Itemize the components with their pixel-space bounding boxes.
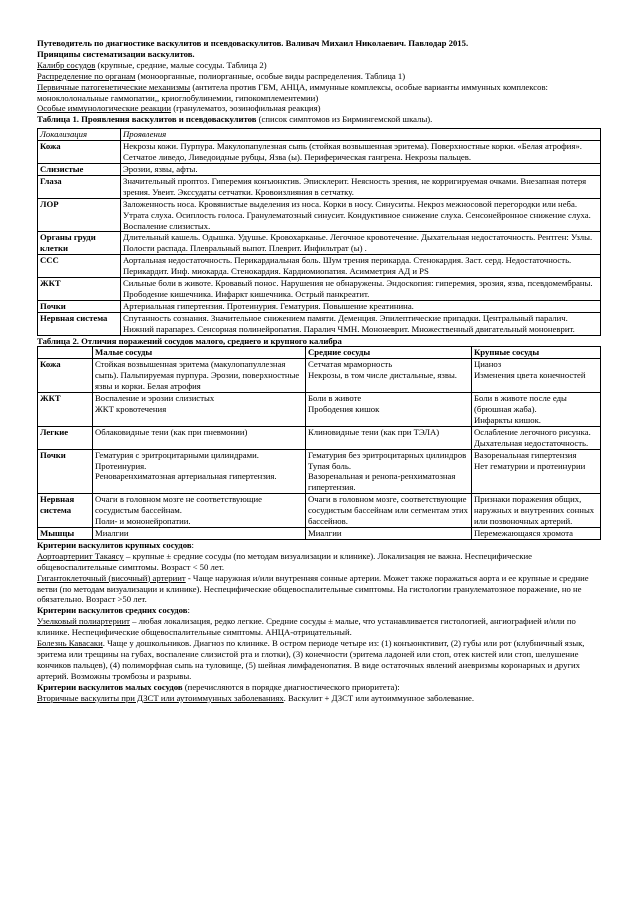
pathogenesis-line: Первичные патогенетические механизмы (антитела против ГБМ, АНЦА, иммунные комплексы, особые варианты иммунных комплексов: моноклолональные гаммопатии,, криоглобулинемии, гипокомплементемии) xyxy=(37,81,548,103)
row-organ: Легкие xyxy=(38,426,93,449)
medium-vessel-criteria-heading: Критерии васкулитов средних сосудов: xyxy=(37,605,190,616)
table-row xyxy=(38,449,601,494)
cell-large: Ослабление легочного рисунка. Дыхательная недостаточность. xyxy=(472,426,601,449)
principles-heading: Принципы систематизации васкулитов. xyxy=(37,48,195,59)
cell-large: Боли в животе после еды (брюшная жаба). Инфаркты кишок. xyxy=(472,393,601,427)
row-localization: Кожа xyxy=(38,141,121,164)
small-vessel-criteria-heading: Критерии васкулитов малых сосудов (перечисляются в порядке диагностического приоритета): xyxy=(37,681,400,692)
cell-medium: Миалгии xyxy=(306,527,472,539)
cell-small: Облаковидные тени (как при пневмонии) xyxy=(93,426,306,449)
column-header-small: Малые сосуды xyxy=(93,347,306,359)
table2-caption: Таблица 2. Отличия поражений сосудов малого, среднего и крупного калибра xyxy=(37,335,342,346)
cell-medium: Очаги в головном мозге, соответствующие сосудистым бассейнам или сегментам этих бассейнов. xyxy=(306,494,472,528)
row-manifestations: Эрозии, язвы, афты. xyxy=(121,163,601,175)
row-manifestations: Значительный проптоз. Гиперемия конъюнктив. Эписклерит. Неясность зрения, не корригируемая очками. Внезапная потеря зрения. Увеит. Экссудаты сетчатки. Кровоизлияния в сетчатку. xyxy=(121,175,601,198)
table1-caption: Таблица 1. Проявления васкулитов и псевдоваскулитов (список симптомов из Бирмингемской шкалы). xyxy=(37,114,433,125)
table-row xyxy=(38,141,601,164)
column-header-manifestations: Проявления xyxy=(121,129,601,141)
row-manifestations: Спутанность сознания. Значительное снижением памяти. Деменция. Эпилептические припадки. Центральный паралич. Нижний парапарез. Сенсорная полинейропатия. Паралич ЧМН. Мононеврит. Множественный двигательный мононеврит. xyxy=(121,312,601,335)
row-organ: ЖКТ xyxy=(38,393,93,427)
organ-line: Распределение по органам (моноорганные, полиорганные, особые виды распределения. Таблица 1) xyxy=(37,70,406,81)
secondary-vasculitis-paragraph: Вторичные васкулиты при ДЗСТ или аутоиммунных заболеваниях. Васкулит + ДЗСТ или аутоиммунное заболевание. xyxy=(37,692,475,703)
takayasu-paragraph: Аортоартериит Такаясу – крупные ± средние сосуды (по методам визуализации и клинике). Локализация не важна. Неспецифические общевоспалительные симптомы. Возраст < 50 лет. xyxy=(37,550,532,572)
cell-medium: Клиновидные тени (как при ТЭЛА) xyxy=(306,426,472,449)
immunology-line: Особые иммунологические реакции (гранулематоз, эозинофильная реакция) xyxy=(37,103,321,114)
table-row xyxy=(38,312,601,335)
table-row xyxy=(38,278,601,301)
cell-small: Очаги в головном мозге не соответствующие сосудистым бассейнам. Поли- и мононейропатии. xyxy=(93,494,306,528)
giant-cell-paragraph: Гигантоклеточный (височный) артериит - Чаще наружная и/или внутренняя сонные артерии. Может также поражаться аорта и ее крупные и средние ветви (по методам визуализации и клинике). Неспецифические общевоспалительные симптомы. На гистологии гранулематозное поражение, но не обязательно. Возраст >50 лет. xyxy=(37,572,589,605)
cell-small: Миалгии xyxy=(93,527,306,539)
table-row xyxy=(38,426,601,449)
row-localization: Слизистые xyxy=(38,163,121,175)
row-localization: Почки xyxy=(38,300,121,312)
table-row xyxy=(38,393,601,427)
table-row xyxy=(38,255,601,278)
vessel-caliber-table xyxy=(37,346,601,539)
cell-large: Вазоренальная гипертензия Нет гематурии и протеинурии xyxy=(472,449,601,494)
row-localization: ЛОР xyxy=(38,198,121,232)
cell-medium: Гематурия без эритроцитарных цилиндров Тупая боль. Вазоренальная и ренопа-ренхиматозная гипертензия. xyxy=(306,449,472,494)
row-localization: ЖКТ xyxy=(38,278,121,301)
table-row xyxy=(38,359,601,393)
large-vessel-criteria-heading: Критерии васкулитов крупных сосудов: xyxy=(37,539,194,550)
caliber-line: Калибр сосудов (крупные, средние, малые сосуды. Таблица 2) xyxy=(37,59,267,70)
table-row xyxy=(38,527,601,539)
row-localization: ССС xyxy=(38,255,121,278)
row-manifestations: Сильные боли в животе. Кровавый понос. Нарушения не обнаружены. Эндоскопия: гиперемия, эрозия, язва, псевдомембраны. Прободение кишечника. Инфаркт кишечника. Острый панкреатит. xyxy=(121,278,601,301)
row-manifestations: Длительный кашель. Одышка. Удушье. Кровохарканье. Легочное кровотечение. Дыхательная недостаточность. Рентген: Узлы. Полости распада. Плевральный выпот. Плеврит. Инфильтрат (ы) . xyxy=(121,232,601,255)
column-header-large: Крупные сосуды xyxy=(472,347,601,359)
row-localization: Органы груди клетки xyxy=(38,232,121,255)
cell-large: Цианоз Изменения цвета конечностей xyxy=(472,359,601,393)
document-title: Путеводитель по диагностике васкулитов и псевдоваскулитов. Валивач Михаил Николаевич. Павлодар 2015. xyxy=(37,38,469,48)
row-localization: Глаза xyxy=(38,175,121,198)
polyarteritis-paragraph: Узелковый полиартериит – любая локализация, редко легкие. Средние сосуды ± малые, что устанавливается гистологией, ангиографией и/или по клинике. Неспецифические общевоспалительные симптомы. АНЦА-отрицательный. xyxy=(37,616,576,638)
cell-small: Гематурия с эритроцитарными цилиндрами. Протеинурия. Реноваренхиматозная артериальная гипертензия. xyxy=(93,449,306,494)
column-header-organ xyxy=(38,347,93,359)
cell-small: Воспаление и эрозии слизистых ЖКТ кровотечения xyxy=(93,393,306,427)
table-header-row xyxy=(38,347,601,359)
cell-large: Признаки поражения общих, наружных и внутренних сонных или позвоночных артерий. xyxy=(472,494,601,528)
row-localization: Нервная система xyxy=(38,312,121,335)
column-header-medium: Средние сосуды xyxy=(306,347,472,359)
manifestations-table xyxy=(37,128,601,335)
row-organ: Мышцы xyxy=(38,527,93,539)
row-manifestations: Некрозы кожи. Пурпура. Макулопапулезная сыпь (стойкая возвышенная эритема). Поверхностные корки. «Белая атрофия». Сетчатое ливедо, Ливедоидные рубцы, Язва (ы). Периферическая гангрена. Некрозы пальцев. xyxy=(121,141,601,164)
table-row xyxy=(38,175,601,198)
document-page xyxy=(37,38,601,703)
table-row xyxy=(38,494,601,528)
table-row xyxy=(38,232,601,255)
table-row xyxy=(38,163,601,175)
row-organ: Кожа xyxy=(38,359,93,393)
row-manifestations: Заложенность носа. Кровянистые выделения из носа. Корки в носу. Синуситы. Некроз межносовой перегородки или неба. Утрата слуха. Осиплость голоса. Гранулематозный синусит. Кондуктивное снижение слуха. Сенсонейронное снижение слуха. Воспаление слизистых. xyxy=(121,198,601,232)
cell-medium: Сетчатая мраморность Некрозы, в том числе дистальные, язвы. xyxy=(306,359,472,393)
cell-small: Стойкая возвышенная эритема (макулопапуллезная сыпь). Пальпируемая пурпура. Эрозии, поверхностные язвы и корки. Белая атрофия xyxy=(93,359,306,393)
column-header-localization: Локализация xyxy=(38,129,121,141)
table-header-row xyxy=(38,129,601,141)
kawasaki-paragraph: Болезнь Кавасаки. Чаще у дошкольников. Диагноз по клинике. В остром периоде четыре из: (1) конъюнктивит, (2) губы или рот (клубничный язык, эритема или трещины на губах, воспаление слизистой рта и глотки), (3) конечности (эритема ладоней или стоп, отек кистей или стоп, шелушение кончиков пальцев), (4) полиморфная сыпь на туловище, (5) шейная лимфаденопатия. В виде остаточных явлений аневризмы коронарных и других артерий. Возможны тромбозы и разрывы. xyxy=(37,638,585,681)
cell-large: Перемежающаяся хромота xyxy=(472,527,601,539)
cell-medium: Боли в животе Прободения кишок xyxy=(306,393,472,427)
table-row xyxy=(38,300,601,312)
table-row xyxy=(38,198,601,232)
row-manifestations: Артериальная гипертензия. Протеинурия. Гематурия. Повышение креатинина. xyxy=(121,300,601,312)
row-organ: Почки xyxy=(38,449,93,494)
row-organ: Нервная система xyxy=(38,494,93,528)
row-manifestations: Аортальная недостаточность. Перикардиальная боль. Шум трения перикарда. Стенокардия. Заст. серд. Недостаточность. Перикардит. Инф. миокарда. Стенокардия. Кардиомиопатия. Асимметрия АД и PS xyxy=(121,255,601,278)
